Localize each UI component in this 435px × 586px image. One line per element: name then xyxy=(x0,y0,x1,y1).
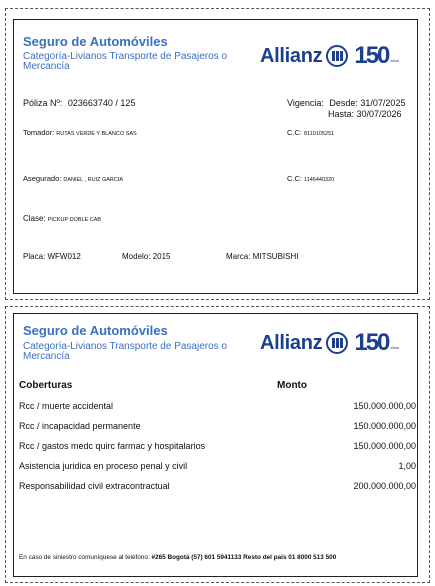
placa-value: WFW012 xyxy=(47,252,81,261)
cc-asegurado-field xyxy=(287,174,334,183)
card-subtitle-cont: Mercancía xyxy=(23,351,70,362)
allianz-logo xyxy=(260,329,399,357)
allianz-wordmark: Allianz xyxy=(260,331,323,354)
marca-value: MITSUBISHI xyxy=(252,252,299,261)
anniversary-number: 150 xyxy=(354,42,389,69)
cc-label: C.C: xyxy=(287,174,302,183)
coverage-amount: 1,00 xyxy=(398,461,416,471)
vigencia-field xyxy=(287,98,405,108)
coverage-label: Rcc / gastos medc quirc farmac y hospitalarios xyxy=(19,441,206,451)
poliza-label: Póliza Nº: xyxy=(23,98,63,108)
clase-value: PICKUP DOBLE CAB xyxy=(47,217,102,223)
monto-header: Monto xyxy=(277,380,307,391)
cc-value: 8110105251 xyxy=(304,131,335,137)
coverage-label: Rcc / muerte accidental xyxy=(19,401,114,411)
coverage-row xyxy=(19,461,416,473)
cc-tomador-field xyxy=(287,128,334,137)
coverage-label: Responsabilidad civil extracontractual xyxy=(19,481,170,491)
card-title: Seguro de Automóviles xyxy=(23,34,168,49)
modelo-value: 2015 xyxy=(152,252,171,261)
coverage-amount: 150.000.000,00 xyxy=(353,421,416,431)
card-title: Seguro de Automóviles xyxy=(23,323,168,338)
modelo-field xyxy=(122,252,171,261)
vigencia-desde: Desde: 31/07/2025 xyxy=(329,98,406,108)
asegurado-value: DANIEL , RUIZ GARCIA xyxy=(63,177,124,183)
placa-field xyxy=(23,252,81,261)
coverage-row xyxy=(19,441,416,453)
poliza-value: 023663740 / 125 xyxy=(67,98,136,108)
coverage-row xyxy=(19,401,416,413)
vigencia-label: Vigencia: xyxy=(287,98,324,108)
asegurado-label: Asegurado: xyxy=(23,174,62,183)
clase-label: Clase: xyxy=(23,214,46,223)
placa-label: Placa: xyxy=(23,252,46,261)
marca-label: Marca: xyxy=(226,252,251,261)
card-subtitle: Categoría-Livianos Transporte de Pasajeros o xyxy=(23,51,228,62)
allianz-logo xyxy=(260,42,399,70)
allianz-eagle-icon xyxy=(326,332,348,354)
coverage-row xyxy=(19,481,416,493)
anniversary-number: 150 xyxy=(354,329,389,356)
coverage-label: Rcc / incapacidad permanente xyxy=(19,421,141,431)
coverage-amount: 150.000.000,00 xyxy=(353,441,416,451)
allianz-eagle-icon xyxy=(326,45,348,67)
anniversary-suffix: años xyxy=(390,57,400,63)
marca-field xyxy=(226,252,298,261)
footer-text: En caso de siniestro comuníquese al teléfono: xyxy=(19,554,150,561)
cc-label: C.C: xyxy=(287,128,302,137)
anniversary-suffix: años xyxy=(390,344,400,350)
tomador-value: RUTAS VERDE Y BLANCO SAS xyxy=(56,131,137,137)
allianz-wordmark: Allianz xyxy=(260,44,323,67)
vigencia-hasta: Hasta: 30/07/2026 xyxy=(328,109,402,119)
card-subtitle-cont: Mercancía xyxy=(23,61,70,72)
tomador-label: Tomador: xyxy=(23,128,55,137)
tomador-field xyxy=(23,128,137,137)
coverage-amount: 200.000.000,00 xyxy=(353,481,416,491)
coverage-row xyxy=(19,421,416,433)
coverage-label: Asistencia juridica en proceso penal y civil xyxy=(19,461,188,471)
coberturas-header: Coberturas xyxy=(19,380,73,391)
card-subtitle: Categoría-Livianos Transporte de Pasajeros o xyxy=(23,341,228,352)
clase-field xyxy=(23,214,101,223)
asegurado-field xyxy=(23,174,123,183)
claims-contact-footer xyxy=(19,554,336,561)
footer-phone: #265 Bogotá (57) 601 5941133 Resto del país 01 8000 513 500 xyxy=(151,554,337,561)
cc-value: 1146440320 xyxy=(304,177,335,183)
coverage-amount: 150.000.000,00 xyxy=(353,401,416,411)
poliza-field xyxy=(23,98,135,108)
modelo-label: Modelo: xyxy=(122,252,151,261)
